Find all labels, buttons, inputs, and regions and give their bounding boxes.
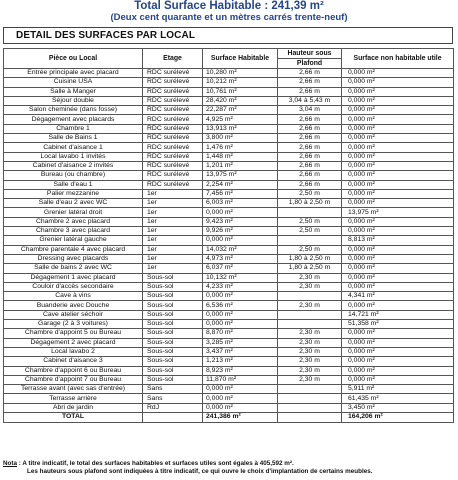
cell-etage: Sous-sol	[143, 310, 203, 319]
table-row	[4, 310, 454, 319]
cell-piece: Chambre d'appoint 7 ou Bureau	[4, 375, 143, 384]
cell-piece: Dégagement 1 avec placard	[4, 273, 143, 282]
table-row	[4, 161, 454, 170]
cell-non-habitable: 8,813 m²	[342, 236, 454, 245]
cell-surface: 0,000 m²	[203, 310, 278, 319]
cell-non-habitable: 51,358 m²	[342, 320, 454, 329]
table-row	[4, 189, 454, 198]
cell-non-habitable: 0,000 m²	[342, 180, 454, 189]
cell-hauteur: 2,30 m	[278, 273, 342, 282]
cell-etage: RDC surélevé	[143, 124, 203, 133]
total-non-habitable: 164,206 m²	[342, 412, 454, 422]
cell-hauteur: 2,66 m	[278, 152, 342, 161]
cell-etage: Sous-sol	[143, 292, 203, 301]
cell-etage: 1er	[143, 199, 203, 208]
cell-hauteur: 2,30 m	[278, 375, 342, 384]
cell-surface: 0,000 m²	[203, 385, 278, 394]
table-row	[4, 208, 454, 217]
cell-hauteur: 2,30 m	[278, 357, 342, 366]
cell-non-habitable: 4,341 m²	[342, 292, 454, 301]
cell-piece: Salle à Manger	[4, 87, 143, 96]
cell-piece: Salle de Bains 1	[4, 134, 143, 143]
cell-non-habitable: 0,000 m²	[342, 189, 454, 198]
cell-etage: Sous-sol	[143, 282, 203, 291]
cell-surface: 4,973 m²	[203, 254, 278, 263]
cell-piece: Couloir d'accès secondaire	[4, 282, 143, 291]
cell-piece: Terrasse avant (avec sas d'entrée)	[4, 385, 143, 394]
total-surface: 241,386 m²	[203, 412, 278, 422]
table-row	[4, 227, 454, 236]
cell-etage: RDC surélevé	[143, 171, 203, 180]
cell-hauteur: 2,66 m	[278, 161, 342, 170]
page-title: Total Surface Habitable : 241,39 m²	[134, 0, 324, 12]
table-row	[4, 171, 454, 180]
cell-non-habitable: 0,000 m²	[342, 227, 454, 236]
cell-hauteur: 2,66 m	[278, 124, 342, 133]
cell-hauteur: 2,66 m	[278, 78, 342, 87]
table-row	[4, 338, 454, 347]
cell-non-habitable: 0,000 m²	[342, 347, 454, 356]
table-row	[4, 106, 454, 115]
total-label: TOTAL	[4, 412, 143, 422]
cell-non-habitable: 0,000 m²	[342, 338, 454, 347]
cell-piece: Local lavabo 1 invités	[4, 152, 143, 161]
cell-etage: 1er	[143, 245, 203, 254]
table-row	[4, 254, 454, 263]
cell-piece: Grenier latéral droit	[4, 208, 143, 217]
cell-piece: Dressing avec placards	[4, 254, 143, 263]
cell-surface: 3,285 m²	[203, 338, 278, 347]
cell-etage: 1er	[143, 208, 203, 217]
cell-piece: Dégagement 2 avec placard	[4, 338, 143, 347]
cell-piece: Cuisine USA	[4, 78, 143, 87]
cell-hauteur: 2,66 m	[278, 115, 342, 124]
cell-piece: Chambre parentale 4 avec placard	[4, 245, 143, 254]
cell-non-habitable: 0,000 m²	[342, 357, 454, 366]
cell-etage: Sans	[143, 385, 203, 394]
cell-surface: 0,000 m²	[203, 320, 278, 329]
cell-non-habitable: 0,000 m²	[342, 254, 454, 263]
surfaces-table	[3, 48, 454, 423]
cell-hauteur	[278, 310, 342, 319]
cell-surface: 1,476 m²	[203, 143, 278, 152]
cell-etage: Sous-sol	[143, 357, 203, 366]
cell-non-habitable: 0,000 m²	[342, 329, 454, 338]
col-header-piece: Pièce ou Local	[4, 49, 143, 69]
cell-hauteur: 2,30 m	[278, 329, 342, 338]
cell-surface: 6,003 m²	[203, 199, 278, 208]
cell-piece: Salle de bains 2 avec WC	[4, 264, 143, 273]
table-row	[4, 134, 454, 143]
table-row	[4, 152, 454, 161]
cell-etage: Sous-sol	[143, 366, 203, 375]
cell-surface: 13,975 m²	[203, 171, 278, 180]
cell-hauteur	[278, 320, 342, 329]
cell-non-habitable: 5,911 m²	[342, 385, 454, 394]
cell-surface: 0,000 m²	[203, 208, 278, 217]
table-row	[4, 69, 454, 78]
footnote-label: Nota	[3, 460, 17, 467]
cell-surface: 0,000 m²	[203, 403, 278, 412]
table-row	[4, 236, 454, 245]
cell-piece: Buanderie avec Douche	[4, 301, 143, 310]
cell-surface: 8,923 m²	[203, 366, 278, 375]
cell-surface: 6,536 m²	[203, 301, 278, 310]
cell-non-habitable: 0,000 m²	[342, 96, 454, 105]
cell-surface: 1,213 m²	[203, 357, 278, 366]
cell-etage: 1er	[143, 254, 203, 263]
cell-non-habitable: 0,000 m²	[342, 199, 454, 208]
table-row	[4, 273, 454, 282]
cell-non-habitable: 0,000 m²	[342, 106, 454, 115]
cell-surface: 9,423 m²	[203, 217, 278, 226]
cell-non-habitable: 0,000 m²	[342, 282, 454, 291]
cell-hauteur: 2,50 m	[278, 227, 342, 236]
cell-surface: 9,926 m²	[203, 227, 278, 236]
col-header-hauteur-line1: Hauteur sous	[278, 49, 342, 59]
table-row	[4, 394, 454, 403]
col-header-surface: Surface Habitable	[203, 49, 278, 69]
cell-etage: 1er	[143, 236, 203, 245]
table-row	[4, 385, 454, 394]
cell-piece: Palier mezzanine	[4, 189, 143, 198]
table-row	[4, 115, 454, 124]
cell-surface: 8,870 m²	[203, 329, 278, 338]
cell-non-habitable: 0,000 m²	[342, 366, 454, 375]
table-row	[4, 199, 454, 208]
cell-surface: 22,287 m²	[203, 106, 278, 115]
cell-surface: 0,000 m²	[203, 394, 278, 403]
table-row	[4, 143, 454, 152]
cell-hauteur	[278, 292, 342, 301]
cell-hauteur: 2,66 m	[278, 143, 342, 152]
cell-hauteur: 2,66 m	[278, 171, 342, 180]
cell-surface: 14,032 m²	[203, 245, 278, 254]
cell-hauteur: 2,66 m	[278, 134, 342, 143]
cell-hauteur: 2,66 m	[278, 87, 342, 96]
cell-piece: Salle d'eau 2 avec WC	[4, 199, 143, 208]
table-row	[4, 245, 454, 254]
cell-piece: Garage (2 à 3 voitures)	[4, 320, 143, 329]
cell-piece: Local lavabo 2	[4, 347, 143, 356]
cell-surface: 7,456 m²	[203, 189, 278, 198]
cell-hauteur: 2,66 m	[278, 180, 342, 189]
table-row	[4, 347, 454, 356]
cell-hauteur	[278, 385, 342, 394]
cell-etage: 1er	[143, 264, 203, 273]
cell-non-habitable: 0,000 m²	[342, 134, 454, 143]
cell-non-habitable: 0,000 m²	[342, 245, 454, 254]
cell-etage: RDC surélevé	[143, 180, 203, 189]
cell-piece: Salon cheminée (dans fosse)	[4, 106, 143, 115]
page-subtitle: (Deux cent quarante et un mètres carrés trente-neuf)	[110, 12, 348, 23]
table-row	[4, 282, 454, 291]
cell-non-habitable: 0,000 m²	[342, 301, 454, 310]
table-row	[4, 403, 454, 412]
cell-piece: Chambre d'appoint 5 ou Bureau	[4, 329, 143, 338]
cell-etage: RDC surélevé	[143, 78, 203, 87]
cell-surface: 10,212 m²	[203, 78, 278, 87]
cell-non-habitable: 0,000 m²	[342, 161, 454, 170]
footnote-line-1: : A titre indicatif, le total des surfaces habitables et surfaces utiles sont égales à 405,592 m².	[17, 460, 294, 467]
cell-etage: Sous-sol	[143, 347, 203, 356]
table-body	[4, 69, 454, 413]
cell-piece: Cabinet d'aisance 1	[4, 143, 143, 152]
cell-non-habitable: 0,000 m²	[342, 143, 454, 152]
cell-surface: 3,437 m²	[203, 347, 278, 356]
col-header-non-habitable: Surface non habitable utile	[342, 49, 454, 69]
cell-etage: RDC surélevé	[143, 96, 203, 105]
table-row	[4, 366, 454, 375]
cell-piece: Grenier latéral gauche	[4, 236, 143, 245]
cell-surface: 10,761 m²	[203, 87, 278, 96]
cell-piece: Bureau (ou chambre)	[4, 171, 143, 180]
table-row	[4, 357, 454, 366]
total-row	[4, 412, 454, 422]
cell-non-habitable: 3,450 m²	[342, 403, 454, 412]
cell-hauteur: 2,30 m	[278, 301, 342, 310]
cell-non-habitable: 13,975 m²	[342, 208, 454, 217]
cell-surface: 4,233 m²	[203, 282, 278, 291]
cell-hauteur: 2,50 m	[278, 217, 342, 226]
cell-etage: Sous-sol	[143, 329, 203, 338]
cell-non-habitable: 0,000 m²	[342, 69, 454, 78]
cell-hauteur: 2,50 m	[278, 245, 342, 254]
cell-hauteur	[278, 403, 342, 412]
cell-hauteur: 1,80 à 2,50 m	[278, 254, 342, 263]
total-etage-cell	[143, 412, 203, 422]
cell-non-habitable: 0,000 m²	[342, 115, 454, 124]
cell-piece: Cave atelier séchoir	[4, 310, 143, 319]
cell-surface: 1,448 m²	[203, 152, 278, 161]
table-row	[4, 329, 454, 338]
cell-etage: Sous-sol	[143, 273, 203, 282]
footnote	[3, 460, 458, 476]
cell-hauteur	[278, 208, 342, 217]
cell-piece: Chambre 3 avec placard	[4, 227, 143, 236]
cell-piece: Chambre 2 avec placard	[4, 217, 143, 226]
cell-non-habitable: 0,000 m²	[342, 217, 454, 226]
table-header-row	[4, 49, 454, 59]
cell-non-habitable: 0,000 m²	[342, 78, 454, 87]
cell-hauteur: 2,30 m	[278, 338, 342, 347]
table-row	[4, 264, 454, 273]
cell-non-habitable: 0,000 m²	[342, 273, 454, 282]
cell-piece: Cabinet d'aisance 2 invités	[4, 161, 143, 170]
cell-non-habitable: 61,435 m²	[342, 394, 454, 403]
table-row	[4, 96, 454, 105]
cell-hauteur: 2,30 m	[278, 282, 342, 291]
table-row	[4, 78, 454, 87]
cell-etage: RDC surélevé	[143, 143, 203, 152]
cell-etage: Sous-sol	[143, 301, 203, 310]
cell-hauteur: 2,30 m	[278, 347, 342, 356]
cell-non-habitable: 0,000 m²	[342, 171, 454, 180]
cell-piece: Dégagement avec placards	[4, 115, 143, 124]
table-row	[4, 292, 454, 301]
cell-etage: RDC surélevé	[143, 152, 203, 161]
cell-surface: 6,037 m²	[203, 264, 278, 273]
cell-surface: 10,132 m²	[203, 273, 278, 282]
cell-etage: 1er	[143, 227, 203, 236]
cell-etage: RDC surélevé	[143, 87, 203, 96]
cell-hauteur: 2,50 m	[278, 189, 342, 198]
cell-etage: 1er	[143, 189, 203, 198]
cell-etage: RDC surélevé	[143, 134, 203, 143]
cell-hauteur: 2,30 m	[278, 366, 342, 375]
cell-surface: 3,800 m²	[203, 134, 278, 143]
cell-etage: RDC surélevé	[143, 106, 203, 115]
cell-surface: 13,913 m²	[203, 124, 278, 133]
col-header-hauteur-line2: Plafond	[278, 59, 342, 69]
cell-etage: Sous-sol	[143, 375, 203, 384]
cell-non-habitable: 0,000 m²	[342, 124, 454, 133]
cell-piece: Salle d'eau 1	[4, 180, 143, 189]
cell-piece: Cave à vins	[4, 292, 143, 301]
table-row	[4, 375, 454, 384]
cell-etage: RDC surélevé	[143, 69, 203, 78]
cell-surface: 28,420 m²	[203, 96, 278, 105]
footnote-line-2: Les hauteurs sous plafond sont indiquées à titre indicatif, ce qui ouvre le choix d'implantation de certains meubles.	[27, 468, 373, 475]
cell-non-habitable: 0,000 m²	[342, 87, 454, 96]
cell-surface: 0,000 m²	[203, 236, 278, 245]
cell-piece: Chambre 1	[4, 124, 143, 133]
cell-piece: Cabinet d'aisance 3	[4, 357, 143, 366]
cell-piece: Séjour double	[4, 96, 143, 105]
cell-etage: 1er	[143, 217, 203, 226]
cell-etage: RdJ	[143, 403, 203, 412]
cell-hauteur: 1,80 à 2,50 m	[278, 199, 342, 208]
cell-etage: Sous-sol	[143, 338, 203, 347]
cell-hauteur: 1,80 à 2,50 m	[278, 264, 342, 273]
cell-hauteur	[278, 394, 342, 403]
table-row	[4, 217, 454, 226]
cell-hauteur: 3,04 m	[278, 106, 342, 115]
cell-non-habitable: 14,721 m²	[342, 310, 454, 319]
cell-etage: Sous-sol	[143, 320, 203, 329]
table-row	[4, 320, 454, 329]
table-row	[4, 124, 454, 133]
table-row	[4, 87, 454, 96]
col-header-etage: Etage	[143, 49, 203, 69]
cell-surface: 1,201 m²	[203, 161, 278, 170]
cell-etage: Sans	[143, 394, 203, 403]
total-hauteur-cell	[278, 412, 342, 422]
cell-hauteur	[278, 236, 342, 245]
cell-piece: Terrasse arrière	[4, 394, 143, 403]
cell-piece: Chambre d'appoint 6 ou Bureau	[4, 366, 143, 375]
cell-piece: Entrée principale avec placard	[4, 69, 143, 78]
cell-hauteur: 3,04 à 5,43 m	[278, 96, 342, 105]
cell-etage: RDC surélevé	[143, 115, 203, 124]
cell-non-habitable: 0,000 m²	[342, 375, 454, 384]
cell-surface: 2,254 m²	[203, 180, 278, 189]
cell-non-habitable: 0,000 m²	[342, 264, 454, 273]
cell-etage: RDC surélevé	[143, 161, 203, 170]
cell-surface: 4,925 m²	[203, 115, 278, 124]
cell-non-habitable: 0,000 m²	[342, 152, 454, 161]
table-row	[4, 180, 454, 189]
section-title: DETAIL DES SURFACES PAR LOCAL	[3, 27, 453, 44]
cell-hauteur: 2,66 m	[278, 69, 342, 78]
cell-surface: 10,280 m²	[203, 69, 278, 78]
table-row	[4, 301, 454, 310]
cell-surface: 11,870 m²	[203, 375, 278, 384]
cell-piece: Abri de jardin	[4, 403, 143, 412]
cell-surface: 0,000 m²	[203, 292, 278, 301]
